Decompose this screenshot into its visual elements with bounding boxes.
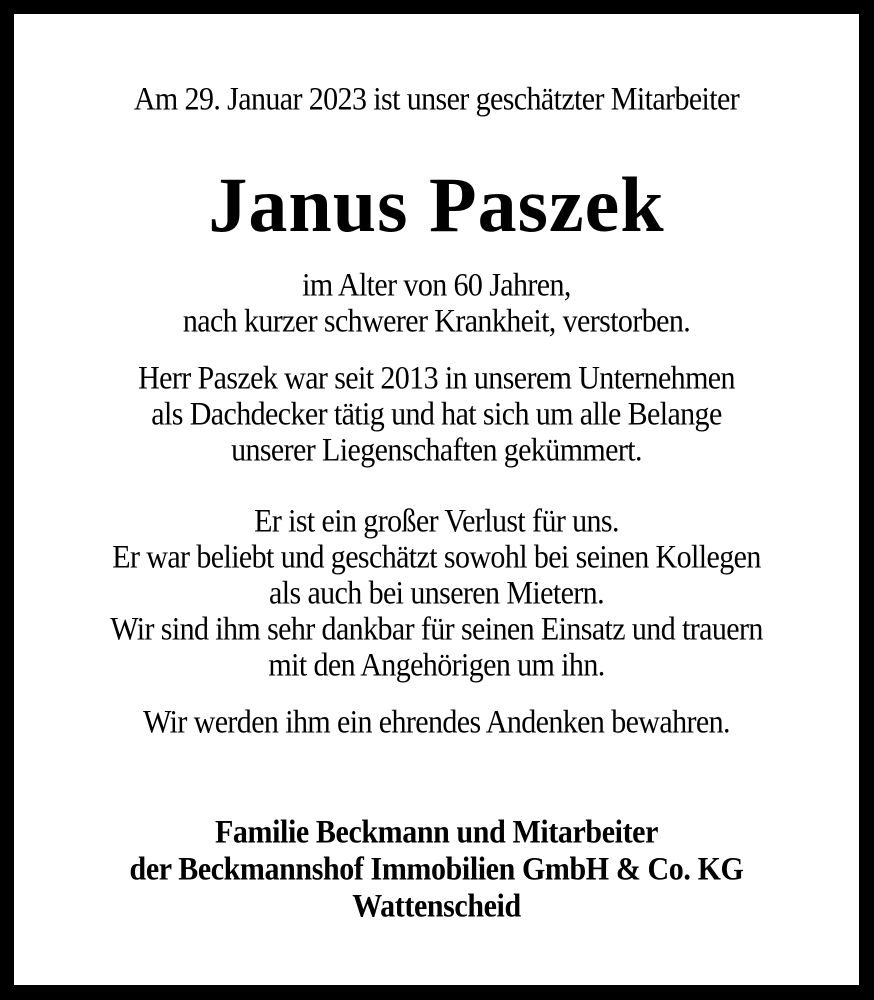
closing-text: Wir werden ihm ein ehrendes Andenken bewahren. [143, 704, 730, 741]
career-line-1: Herr Paszek war seit 2013 in unserem Unternehmen [138, 360, 735, 397]
age-line-1: im Alter von 60 Jahren, [302, 267, 571, 304]
obituary-notice [14, 14, 859, 985]
age-line-2: nach kurzer schwerer Krankheit, verstorben. [182, 303, 691, 340]
signature-line-1: Familie Beckmann und Mitarbeiter [215, 814, 658, 851]
tribute-line-2: Er war beliebt und geschätzt sowohl bei seinen Kollegen [112, 539, 761, 576]
signature-line-2: der Beckmannshof Immobilien GmbH & Co. KG [129, 851, 744, 888]
deceased-name: Janus Paszek [208, 161, 665, 248]
tribute-line-1: Er ist ein großer Verlust für uns. [254, 503, 619, 540]
intro-text: Am 29. Januar 2023 ist unser geschätzter Mitarbeiter [133, 81, 740, 118]
career-line-2: als Dachdecker tätig und hat sich um alle Belange [151, 396, 722, 433]
signature-line-3: Wattenscheid [352, 888, 521, 925]
tribute-line-4: Wir sind ihm sehr dankbar für seinen Einsatz und trauern [110, 611, 763, 648]
tribute-line-3: als auch bei unseren Mietern. [269, 575, 604, 612]
career-line-3: unserer Liegenschaften gekümmert. [231, 432, 642, 469]
tribute-line-5: mit den Angehörigen um ihn. [268, 647, 605, 684]
